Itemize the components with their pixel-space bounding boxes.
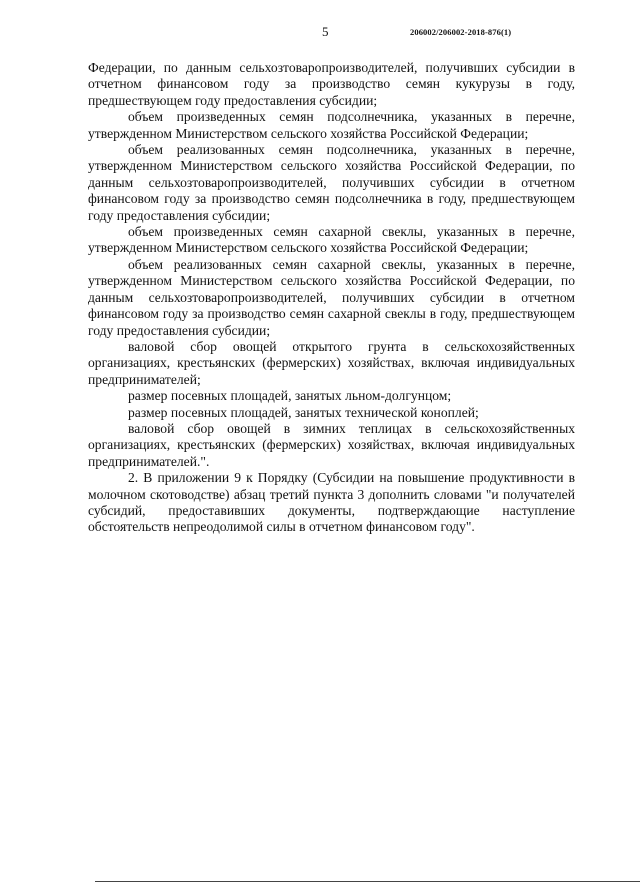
paragraph-9: валовой сбор овощей в зимних теплицах в сельскохозяйственных организациях, крестьянских (фермерских) хозяйствах, включая индивидуальных предпринимателей.".: [88, 420, 575, 469]
paragraph-10: 2. В приложении 9 к Порядку (Субсидии на повышение продуктивности в молочном скотоводстве) абзац третий пункта 3 дополнить словами "и получателей субсидий, предоставивших документы, подтверждающие наступление обстоятельств непреодолимой силы в отчетном финансовом году".: [88, 470, 575, 535]
paragraph-8: размер посевных площадей, занятых технической коноплей;: [128, 404, 479, 420]
bottom-border-line: [95, 881, 640, 882]
document-code: 206002/206002-2018-876(1): [410, 27, 512, 37]
paragraph-7: размер посевных площадей, занятых льном-долгунцом;: [128, 388, 452, 404]
paragraph-6: валовой сбор овощей открытого грунта в сельскохозяйственных организациях, крестьянских (фермерских) хозяйствах, включая индивидуальных предпринимателей;: [88, 338, 575, 387]
paragraph-5: объем реализованных семян сахарной свеклы, указанных в перечне, утвержденном Министерством сельского хозяйства Российской Федерации, по данным сельхозтоваропроизводителей, получивших субсидии в отчетном финансовом году за производство семян сахарной свеклы в году, предшествующем году предоставления субсидии;: [88, 256, 575, 338]
paragraph-3: объем реализованных семян подсолнечника, указанных в перечне, утвержденном Министерством сельского хозяйства Российской Федерации, по данным сельхозтоваропроизводителей, получивших субсидии в отчетном финансовом году за производство семян подсолнечника в году, предшествующем году предоставления субсидии;: [88, 142, 575, 223]
paragraph-4: объем произведенных семян сахарной свеклы, указанных в перечне, утвержденном Министерством сельского хозяйства Российской Федерации;: [88, 224, 575, 256]
paragraph-2: объем произведенных семян подсолнечника, указанных в перечне, утвержденном Министерством сельского хозяйства Российской Федерации;: [88, 109, 575, 141]
page-number: 5: [322, 24, 329, 39]
document-body: [88, 60, 575, 536]
paragraph-1: Федерации, по данным сельхозтоваропроизводителей, получивших субсидии в отчетном финансовом году за производство семян кукурузы в году, предшествующем году предоставления субсидии;: [88, 60, 575, 108]
